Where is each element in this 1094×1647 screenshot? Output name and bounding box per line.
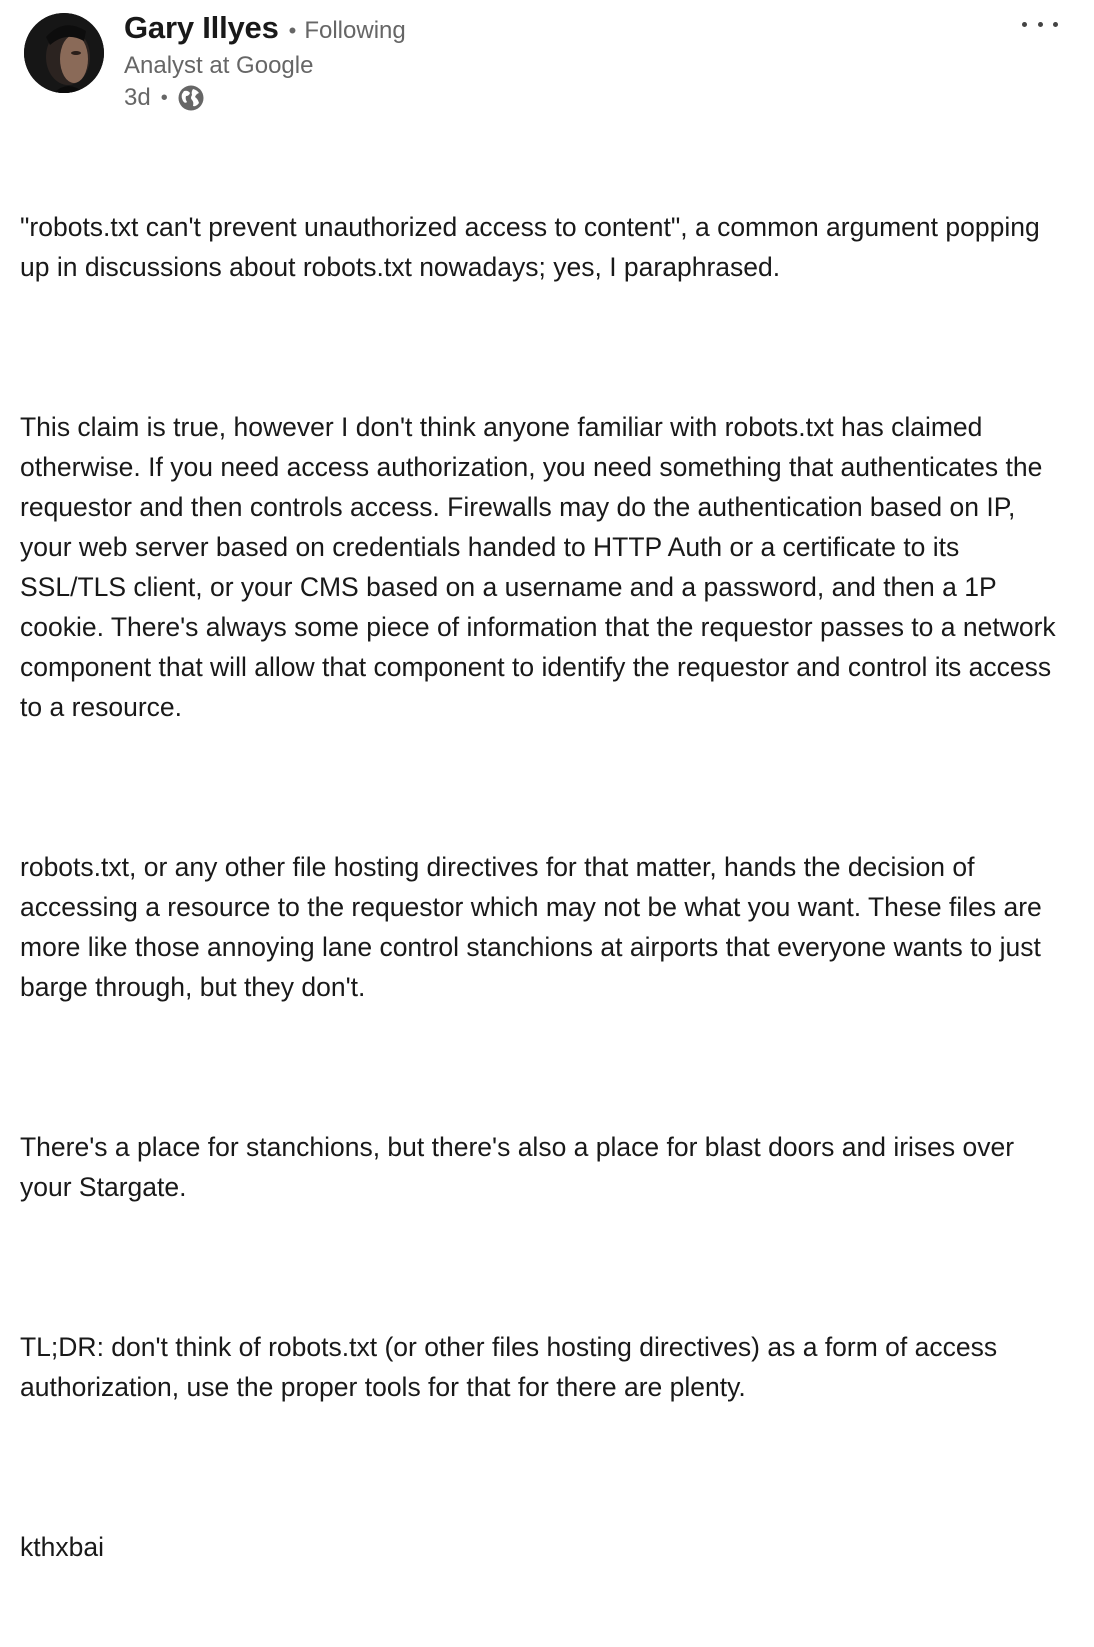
post-paragraph-2: This claim is true, however I don't think anyone familiar with robots.txt has claimed otherwise. If you need access authorization, you need something that authenticates the requestor and then controls access. Firewalls may do the authentication based on IP, your web server based on credentials handed to HTTP Auth or a certificate to its SSL/TLS client, or your CMS based on a username and a password, and then a 1P cookie. There's always some piece of information that the requestor passes to a network component that will allow that component to identify the requestor and control its access to a resource.: [20, 412, 1064, 722]
post-paragraph-6: kthxbai: [20, 1532, 104, 1562]
avatar[interactable]: [24, 13, 104, 93]
post-timestamp: 3d: [124, 84, 151, 111]
more-options-button[interactable]: [1022, 12, 1058, 36]
post-header: [124, 10, 406, 112]
post-paragraph-1: "robots.txt can't prevent unauthorized access to content", a common argument popping up in discussions about robots.txt nowadays; yes, I paraphrased.: [20, 212, 1048, 282]
meta-separator-dot: •: [160, 86, 168, 109]
post-paragraph-4: There's a place for stanchions, but there's also a place for blast doors and irises over your Stargate.: [20, 1132, 1022, 1202]
ellipsis-dot: [1038, 22, 1043, 27]
post-paragraph-3: robots.txt, or any other file hosting directives for that matter, hands the decision of accessing a resource to the requestor which may not be what you want. These files are more like those annoying lane control stanchions at airports that everyone wants to just barge through, but they don't.: [20, 852, 1050, 1002]
post-paragraph-5: TL;DR: don't think of robots.txt (or other files hosting directives) as a form of access authorization, use the proper tools for that for there are plenty.: [20, 1332, 1005, 1402]
post-text: [20, 127, 1070, 1647]
follow-status: Following: [304, 17, 406, 44]
post-meta: [124, 84, 406, 112]
author-name[interactable]: Gary Illyes: [124, 10, 279, 45]
ellipsis-dot: [1053, 22, 1058, 27]
globe-icon: [177, 84, 205, 112]
separator-dot: •: [288, 18, 297, 43]
ellipsis-dot: [1022, 22, 1027, 27]
name-row: [124, 10, 406, 46]
author-headline: Analyst at Google: [124, 52, 314, 79]
